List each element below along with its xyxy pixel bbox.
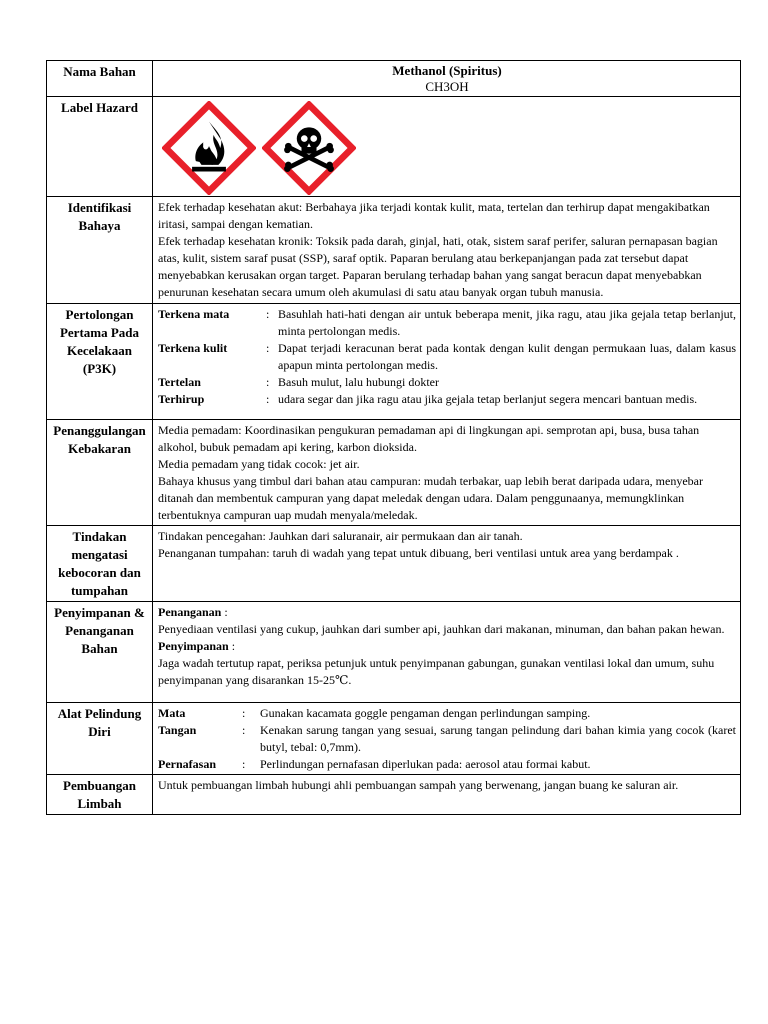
skull-crossbones-icon bbox=[262, 101, 356, 195]
penanganan-title: Penanganan bbox=[158, 605, 222, 619]
p3k-key: Terkena kulit bbox=[158, 341, 228, 355]
label-penanggulangan-kebakaran: Penanggulangan Kebakaran bbox=[47, 420, 153, 526]
kebocoran-line: Tindakan pencegahan: Jauhkan dari saluranair, air permukaan dan air tanah. bbox=[158, 529, 523, 543]
label-alat-pelindung-diri: Alat Pelindung Diri bbox=[47, 703, 153, 775]
kebakaran-line: Bahaya khusus yang timbul dari bahan atau campuran: mudah terbakar, uap lebih berat daripada udara, menyebar ditanah dan membentuk campuran yang dapat meledak dengan udara. Dalam penggunaanya, memungklinkan terbentuknya campuran uap mudah menyala/meledak. bbox=[158, 474, 703, 522]
row-pembuangan-limbah bbox=[47, 775, 741, 815]
label-p3k: Pertolongan Pertama Pada Kecelakaan (P3K) bbox=[47, 304, 153, 420]
chemical-name: Methanol (Spiritus) bbox=[392, 63, 502, 78]
value-identifikasi-bahaya bbox=[153, 197, 741, 304]
efek-akut-text: Efek terhadap kesehatan akut: Berbahaya jika terjadi kontak kulit, mata, tertelan dan terhirup dapat mengakibatkan iritasi, sampai dengan kematian. bbox=[158, 200, 710, 231]
penyimpanan-colon: : bbox=[228, 639, 236, 653]
value-tindakan-kebocoran bbox=[153, 526, 741, 602]
penanganan-colon: : bbox=[221, 605, 228, 619]
penyimpanan-text: Jaga wadah tertutup rapat, periksa petunjuk untuk penyimpanan gabungan, gunakan ventilasi lokal dan umum, suhu penyimpanan yang disarankan 15-25℃. bbox=[158, 656, 715, 687]
limbah-text: Untuk pembuangan limbah hubungi ahli pembuangan sampah yang berwenang, jangan buang ke saluran air. bbox=[158, 778, 679, 792]
label-pembuangan-limbah: Pembuangan Limbah bbox=[47, 775, 153, 815]
row-tindakan-kebocoran bbox=[47, 526, 741, 602]
p3k-value: Basuhlah hati-hati dengan air untuk beberapa menit, jika ragu, atau jika gejala tetap berlanjut, minta pertolongan medis. bbox=[278, 307, 736, 338]
p3k-key: Terhirup bbox=[158, 392, 205, 406]
apd-key: Pernafasan bbox=[158, 757, 216, 771]
flame-icon bbox=[162, 101, 256, 195]
label-identifikasi-bahaya: Identifikasi Bahaya bbox=[47, 197, 153, 304]
p3k-sep: : bbox=[266, 375, 270, 389]
row-penanggulangan-kebakaran bbox=[47, 420, 741, 526]
apd-sep: : bbox=[242, 757, 246, 771]
label-tindakan-kebocoran: Tindakan mengatasi kebocoran dan tumpahan bbox=[47, 526, 153, 602]
apd-key: Mata bbox=[158, 706, 186, 720]
p3k-key: Tertelan bbox=[158, 375, 201, 389]
row-label-hazard bbox=[47, 97, 741, 197]
apd-sep: : bbox=[242, 723, 246, 737]
apd-sep: : bbox=[242, 706, 246, 720]
p3k-list bbox=[158, 306, 736, 408]
penyimpanan-title: Penyimpanan bbox=[158, 639, 229, 653]
p3k-value: udara segar dan jika ragu atau jika gejala tetap berlanjut segera mencari bantuan medis. bbox=[278, 392, 698, 406]
value-penyimpanan bbox=[153, 602, 741, 703]
row-identifikasi-bahaya bbox=[47, 197, 741, 304]
penanganan-text: Penyediaan ventilasi yang cukup, jauhkan dari sumber api, jauhkan dari makanan, minuman, dan bahan pakan hewan. bbox=[158, 622, 725, 636]
value-p3k bbox=[153, 304, 741, 420]
kebakaran-line: Media pemadam: Koordinasikan pengukuran pemadaman api di lingkungan api. semprotan api, busa, busa tahan alkohol, bubuk pemadam api kering, karbon dioksida. bbox=[158, 423, 700, 454]
row-penyimpanan bbox=[47, 602, 741, 703]
value-nama-bahan bbox=[153, 61, 741, 97]
apd-key: Tangan bbox=[158, 723, 197, 737]
kebocoran-line: Penanganan tumpahan: taruh di wadah yang tepat untuk dibuang, beri ventilasi untuk area yang berdampak . bbox=[158, 546, 679, 560]
p3k-value: Basuh mulut, lalu hubungi dokter bbox=[278, 375, 439, 389]
p3k-key: Terkena mata bbox=[158, 307, 230, 321]
hazard-pictograms bbox=[158, 99, 736, 195]
label-label-hazard: Label Hazard bbox=[47, 97, 153, 197]
p3k-sep: : bbox=[266, 307, 270, 321]
value-pembuangan-limbah bbox=[153, 775, 741, 815]
apd-list bbox=[158, 705, 736, 773]
p3k-sep: : bbox=[266, 392, 270, 406]
apd-value: Kenakan sarung tangan yang sesuai, sarung tangan pelindung dari bahan kimia yang cocok (karet butyl, tebal: 0,7mm). bbox=[260, 723, 736, 754]
value-penanggulangan-kebakaran bbox=[153, 420, 741, 526]
label-penyimpanan: Penyimpanan & Penanganan Bahan bbox=[47, 602, 153, 703]
p3k-sep: : bbox=[266, 341, 270, 355]
apd-value: Gunakan kacamata goggle pengaman dengan perlindungan samping. bbox=[260, 706, 591, 720]
row-p3k bbox=[47, 304, 741, 420]
value-label-hazard bbox=[153, 97, 741, 197]
msds-table bbox=[46, 60, 741, 815]
apd-value: Perlindungan pernafasan diperlukan pada: aerosol atau formai kabut. bbox=[260, 757, 591, 771]
row-nama-bahan bbox=[47, 61, 741, 97]
label-nama-bahan: Nama Bahan bbox=[47, 61, 153, 97]
kebakaran-line: Media pemadam yang tidak cocok: jet air. bbox=[158, 457, 360, 471]
row-alat-pelindung-diri bbox=[47, 703, 741, 775]
p3k-value: Dapat terjadi keracunan berat pada kontak dengan kulit dengan permukaan luas, dalam kasus apapun minta pertolongan medis. bbox=[278, 341, 736, 372]
efek-kronik-text: Efek terhadap kesehatan kronik: Toksik pada darah, ginjal, hati, otak, sistem saraf perifer, saluran pernapasan bagian atas, kulit, sistem saraf pusat (SSP), saraf optik. Paparan berulang atau berkepanjangan pada zat tersebut dapat menyebabkan kerusakan organ target. Paparan berulang terhadap bahan yang sangat beracun dapat menyebabkan penurunan kesehatan secara umum oleh akumulasi di satu atau banyak organ tubuh manusia. bbox=[158, 234, 718, 299]
chemical-formula: CH3OH bbox=[425, 79, 469, 94]
value-alat-pelindung-diri bbox=[153, 703, 741, 775]
